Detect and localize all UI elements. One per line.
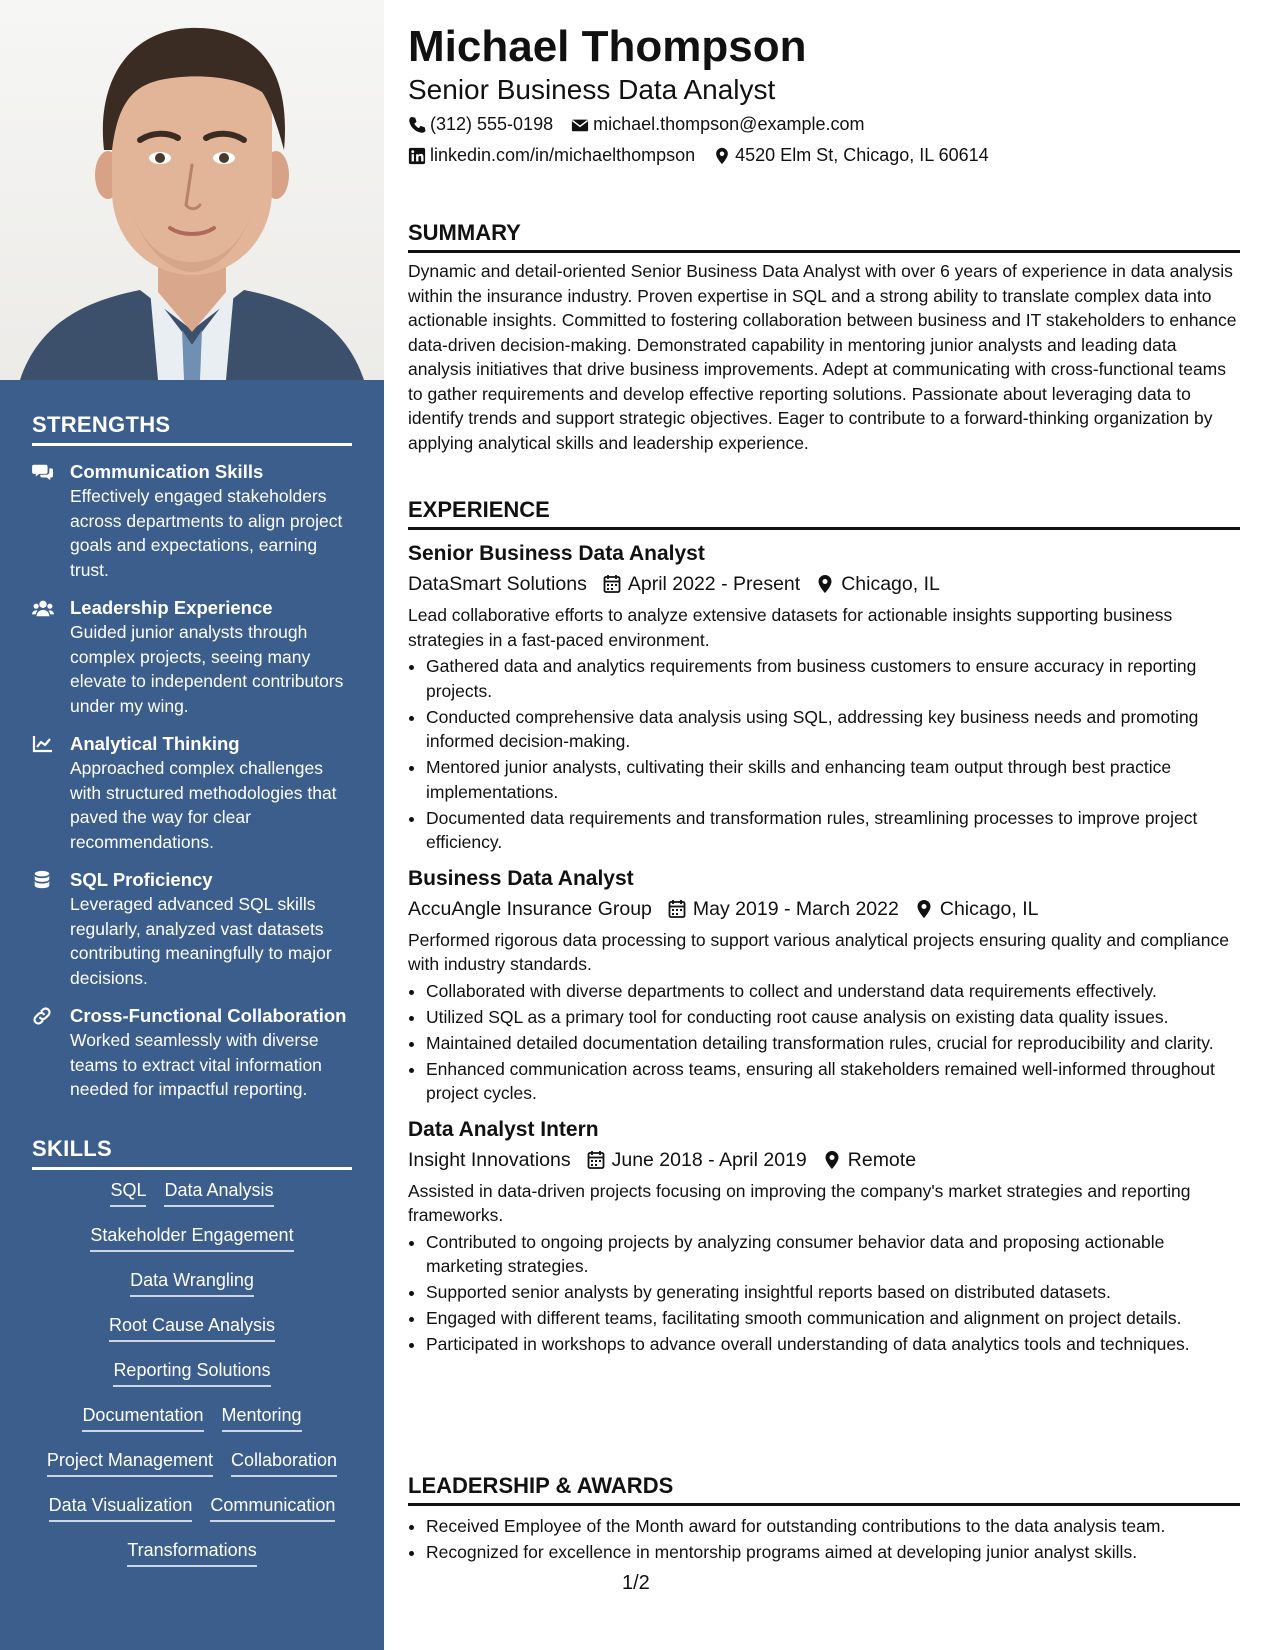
- strengths-section: [32, 412, 352, 1102]
- linkedin-url[interactable]: linkedin.com/in/michaelthompson: [430, 145, 696, 165]
- list-item: • Mentored junior analysts, cultivating their skills and enhancing team output through best practice implementations.: [426, 755, 1240, 804]
- strength-desc: Worked seamlessly with diverse teams to extract vital information needed for impactful reporting.: [70, 1030, 322, 1099]
- skill-tag: Transformations: [127, 1538, 256, 1567]
- awards-title: LEADERSHIP & AWARDS: [408, 1473, 1240, 1506]
- users-icon: [32, 598, 54, 618]
- experience-section: [408, 497, 1240, 1358]
- job-bullets: [408, 1230, 1240, 1357]
- map-marker-icon: [816, 574, 834, 594]
- job-dates: [668, 895, 899, 923]
- list-item: • Collaborated with diverse departments to collect and understand data requirements effectively.: [426, 979, 1240, 1004]
- list-item: • Recognized for excellence in mentorship programs aimed at developing junior analyst skills.: [426, 1540, 1240, 1565]
- job-meta: [408, 895, 1240, 923]
- awards-list: [408, 1514, 1240, 1565]
- job-dates-text: June 2018 - April 2019: [611, 1148, 807, 1171]
- list-item: • Gathered data and analytics requirements from business customers to ensure accuracy in reporting projects.: [426, 654, 1240, 703]
- list-item: • Conducted comprehensive data analysis using SQL, addressing key business needs and promoting informed decision-making.: [426, 705, 1240, 754]
- job-entry: [408, 865, 1240, 1106]
- skill-row: [32, 1403, 352, 1448]
- job-dates-text: April 2022 - Present: [627, 573, 801, 595]
- skill-tag: SQL: [110, 1178, 146, 1207]
- job-location: [915, 895, 1039, 923]
- strength-title: Analytical Thinking: [70, 733, 240, 754]
- skills-section: [32, 1136, 352, 1583]
- strength-title: Communication Skills: [70, 461, 264, 482]
- comments-icon: [32, 462, 54, 482]
- phone-icon: [408, 116, 426, 134]
- strengths-title: STRENGTHS: [32, 412, 352, 446]
- list-item: • Contributed to ongoing projects by analyzing consumer behavior data and proposing actionable marketing strategies.: [426, 1230, 1240, 1279]
- company: AccuAngle Insurance Group: [408, 897, 652, 920]
- skill-tag: Communication: [210, 1493, 335, 1522]
- strength-item: [32, 868, 352, 990]
- job-location-text: Chicago, IL: [841, 573, 940, 595]
- linkedin-contact[interactable]: [408, 145, 695, 166]
- profile-photo: [0, 0, 384, 380]
- job-description: Performed rigorous data processing to support various analytical projects ensuring quality and compliance with industry standards.: [408, 929, 1229, 974]
- job-entry: [408, 540, 1240, 855]
- skill-tag: Collaboration: [231, 1448, 337, 1477]
- skill-tag: Stakeholder Engagement: [90, 1223, 293, 1252]
- phone-contact: [408, 114, 553, 135]
- list-item: • Maintained detailed documentation detailing transformation rules, crucial for reproducibility and clarity.: [426, 1031, 1240, 1056]
- strength-desc: Effectively engaged stakeholders across departments to align project goals and expectations, earning trust.: [70, 486, 343, 580]
- job-title: Business Data Analyst: [408, 866, 634, 890]
- candidate-name: Michael Thompson: [408, 22, 807, 71]
- map-marker-icon: [915, 899, 933, 919]
- calendar-icon: [587, 1150, 605, 1170]
- list-item: • Supported senior analysts by generating insightful reports based on distributed datasets.: [426, 1280, 1240, 1305]
- skill-row: [32, 1448, 352, 1493]
- job-meta: [408, 1146, 1240, 1174]
- job-title: Data Analyst Intern: [408, 1117, 599, 1141]
- skill-row: [32, 1223, 352, 1268]
- skill-row: [32, 1538, 352, 1583]
- job-entry: [408, 1116, 1240, 1357]
- job-dates: [603, 570, 800, 598]
- job-bullets: [408, 979, 1240, 1106]
- skill-row: [32, 1358, 352, 1403]
- skill-row: [32, 1178, 352, 1223]
- map-marker-icon: [823, 1150, 841, 1170]
- job-description: Assisted in data-driven projects focusing on improving the company's market strategies and reporting frameworks.: [408, 1180, 1191, 1225]
- summary-section: [408, 220, 1240, 455]
- skill-tag: Data Analysis: [164, 1178, 273, 1207]
- skill-tag: Mentoring: [222, 1403, 302, 1432]
- strength-item: [32, 460, 352, 582]
- list-item: • Enhanced communication across teams, ensuring all stakeholders remained well-informed throughout project cycles.: [426, 1057, 1240, 1106]
- awards-section: [408, 1473, 1240, 1566]
- job-meta: [408, 570, 1240, 598]
- skill-row: [32, 1313, 352, 1358]
- skill-tag: Project Management: [47, 1448, 213, 1477]
- strength-item: [32, 732, 352, 854]
- strength-title: Leadership Experience: [70, 597, 273, 618]
- calendar-icon: [603, 574, 621, 594]
- skill-tag: Reporting Solutions: [113, 1358, 270, 1387]
- email-contact[interactable]: [571, 114, 864, 135]
- list-item: • Received Employee of the Month award for outstanding contributions to the data analysis team.: [426, 1514, 1240, 1539]
- job-dates: [587, 1146, 807, 1174]
- address-contact: [713, 145, 989, 166]
- job-dates-text: May 2019 - March 2022: [692, 897, 899, 920]
- job-title: Senior Business Data Analyst: [408, 542, 705, 565]
- sidebar: [0, 0, 384, 1650]
- linkedin-icon: [408, 147, 426, 165]
- skill-row: [32, 1268, 352, 1313]
- strength-title: SQL Proficiency: [70, 869, 213, 890]
- portrait-illustration: [0, 0, 384, 380]
- summary-text: Dynamic and detail-oriented Senior Business Data Analyst with over 6 years of experience in data analysis within the insurance industry. Proven expertise in SQL and a strong ability to translate complex data into actionable insights. Committed to fostering collaboration between business and IT stakeholders to enhance data-driven decision-making. Demonstrated capability in mentoring junior analysts and leading data analysis initiatives that drive business improvements. Adept at communicating with cross-functional teams to gather requirements and develop effective reporting solutions. Passionate about leveraging data to identify trends and support strategic objectives. Eager to contribute to a forward-thinking organization by applying analytical skills and leadership experience.: [408, 261, 1237, 453]
- strength-title: Cross-Functional Collaboration: [70, 1005, 347, 1026]
- strength-item: [32, 596, 352, 718]
- candidate-role: Senior Business Data Analyst: [408, 74, 776, 105]
- job-description: Lead collaborative efforts to analyze extensive datasets for actionable insights supporting business strategies in a fast-paced environment.: [408, 605, 1173, 650]
- skill-tag: Root Cause Analysis: [109, 1313, 275, 1342]
- skill-tag: Documentation: [82, 1403, 203, 1432]
- job-bullets: [408, 654, 1240, 855]
- calendar-icon: [668, 899, 686, 919]
- contact-row-2: [408, 145, 989, 166]
- company: Insight Innovations: [408, 1148, 571, 1171]
- skill-tag: Data Wrangling: [130, 1268, 254, 1297]
- summary-title: SUMMARY: [408, 220, 1240, 253]
- phone-number: (312) 555-0198: [430, 114, 554, 134]
- page-number: 1/2: [622, 1572, 650, 1594]
- address: 4520 Elm St, Chicago, IL 60614: [735, 145, 989, 165]
- job-location-text: Chicago, IL: [939, 897, 1039, 920]
- database-icon: [32, 870, 54, 890]
- strength-desc: Guided junior analysts through complex projects, seeing many elevate to independent contributors under my wing.: [70, 622, 344, 716]
- job-location-text: Remote: [847, 1148, 917, 1171]
- link-icon: [32, 1006, 54, 1026]
- skill-row: [32, 1493, 352, 1538]
- chart-line-icon: [32, 734, 54, 754]
- experience-title: EXPERIENCE: [408, 497, 1240, 530]
- list-item: • Documented data requirements and transformation rules, streamlining processes to improve project efficiency.: [426, 806, 1240, 855]
- list-item: • Utilized SQL as a primary tool for conducting root cause analysis on existing data quality issues.: [426, 1005, 1240, 1030]
- strength-desc: Leveraged advanced SQL skills regularly, analyzed vast datasets contributing meaningfully to major decisions.: [70, 894, 332, 988]
- list-item: • Engaged with different teams, facilitating smooth communication and alignment on project details.: [426, 1306, 1240, 1331]
- company: DataSmart Solutions: [408, 573, 587, 595]
- job-location: [816, 570, 940, 598]
- skills-list: [32, 1178, 352, 1583]
- skills-title: SKILLS: [32, 1136, 352, 1170]
- strength-desc: Approached complex challenges with structured methodologies that paved the way for clear recommendations.: [70, 758, 337, 852]
- job-location: [823, 1146, 916, 1174]
- email-address[interactable]: michael.thompson@example.com: [593, 114, 865, 134]
- skill-tag: Data Visualization: [49, 1493, 193, 1522]
- map-marker-icon: [713, 147, 731, 165]
- strength-item: [32, 1004, 352, 1102]
- list-item: • Participated in workshops to advance overall understanding of data analytics tools and techniques.: [426, 1332, 1240, 1357]
- contact-row-1: [408, 114, 864, 135]
- envelope-icon: [571, 116, 589, 134]
